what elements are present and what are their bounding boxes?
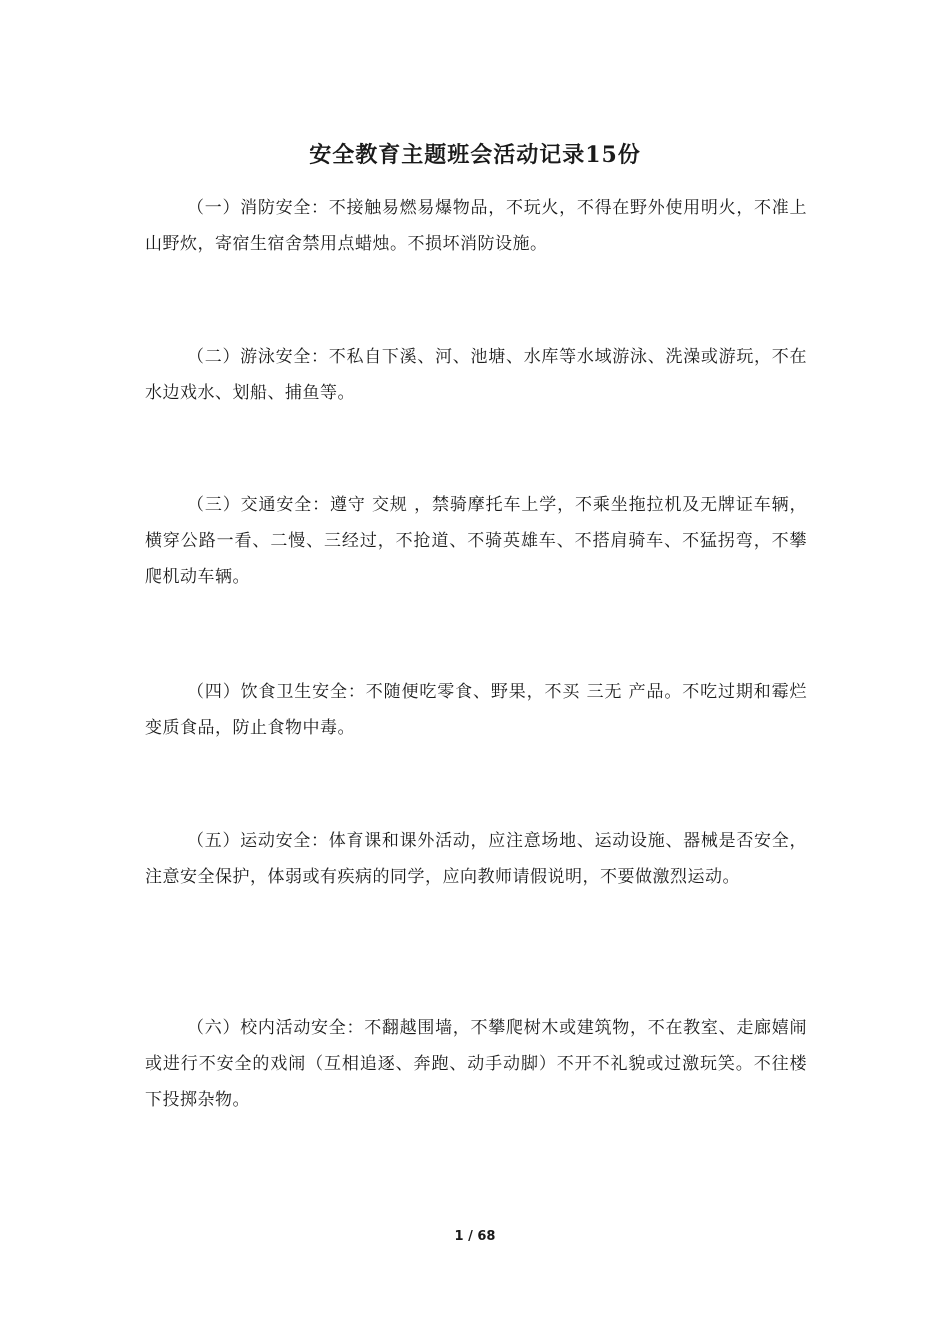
paragraph-campus-activity-safety: （六）校内活动安全：不翻越围墙，不攀爬树木或建筑物，不在教室、走廊嬉闹或进行不安全的戏闹（互相追逐、奔跑、动手动脚）不开不礼貌或过激玩笑。不往楼下投掷杂物。 <box>145 1018 807 1110</box>
paragraph-swimming-safety: （二）游泳安全：不私自下溪、河、池塘、水库等水域游泳、洗澡或游玩，不在水边戏水、划船、捕鱼等。 <box>145 347 807 403</box>
paragraph-sports-safety: （五）运动安全：体育课和课外活动，应注意场地、运动设施、器械是否安全，注意安全保护，体弱或有疾病的同学，应向教师请假说明，不要做激烈运动。 <box>145 831 807 887</box>
paragraph-fire-safety: （一）消防安全：不接触易燃易爆物品，不玩火，不得在野外使用明火，不准上山野炊，寄宿生宿舍禁用点蜡烛。不损坏消防设施。 <box>145 198 807 254</box>
document-title: 安全教育主题班会活动记录15份 <box>309 142 641 168</box>
paragraph-food-safety: （四）饮食卫生安全：不随便吃零食、野果，不买 三无 产品。不吃过期和霉烂变质食品，防止食物中毒。 <box>145 682 807 738</box>
paragraph-traffic-safety: （三）交通安全：遵守 交规 ，禁骑摩托车上学，不乘坐拖拉机及无牌证车辆，横穿公路一看、二慢、三经过，不抢道、不骑英雄车、不搭肩骑车、不猛拐弯，不攀爬机动车辆。 <box>145 495 807 587</box>
page-number: 1 / 68 <box>454 1229 496 1244</box>
